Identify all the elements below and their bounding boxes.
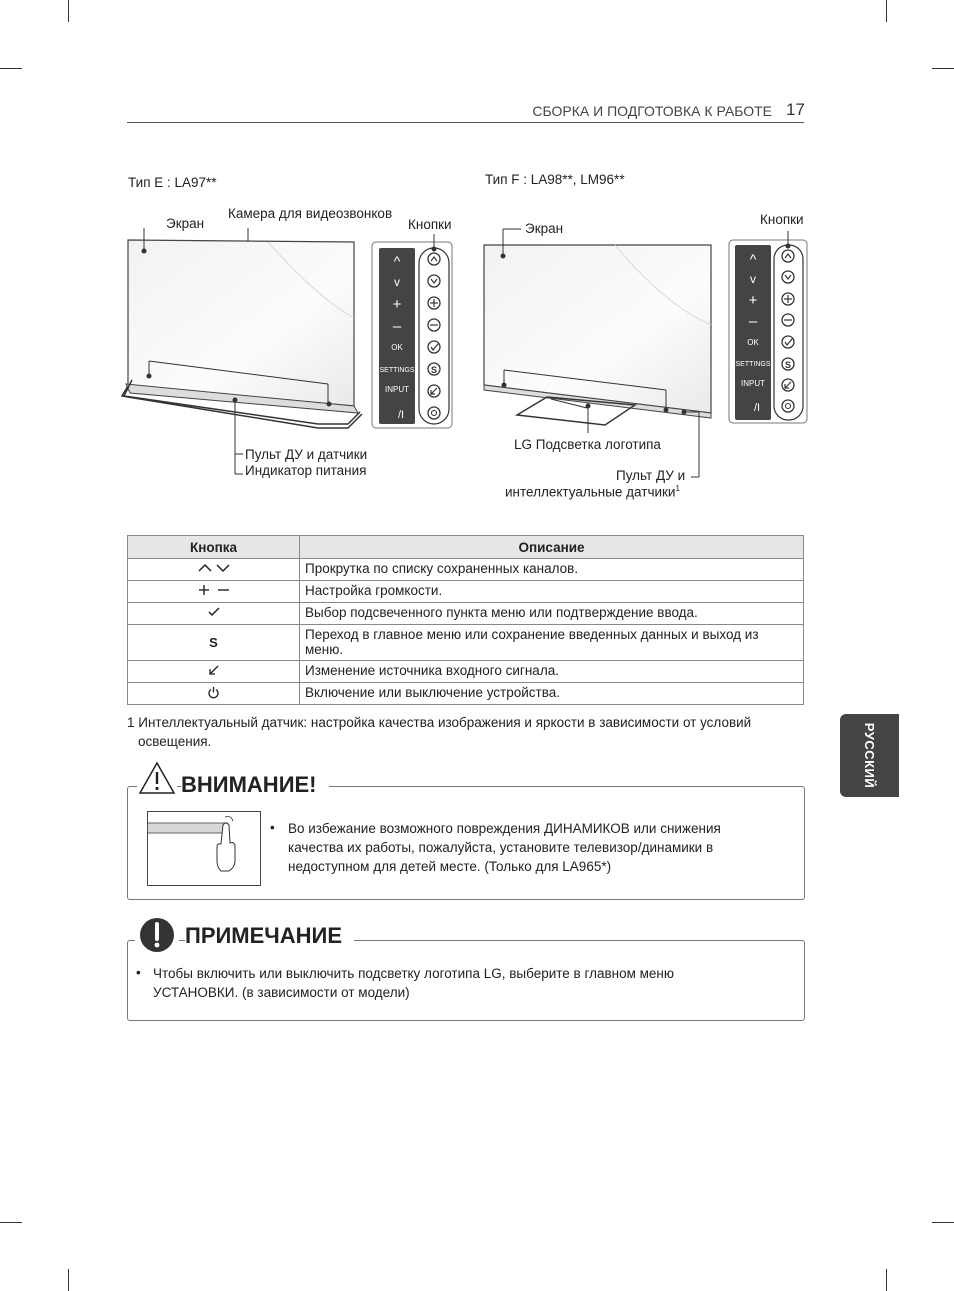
plus-minus-icon [197, 584, 231, 596]
table-cell-desc: Переход в главное меню или сохранение введенных данных и выход из меню. [300, 625, 804, 661]
f-panel-ok-label: OK [747, 338, 759, 347]
warning-triangle-icon [137, 760, 177, 796]
button-description-table [127, 535, 804, 705]
table-row [128, 625, 804, 661]
e-screen-label: Экран [166, 216, 205, 231]
table-row [128, 581, 804, 603]
table-cell-desc: Выбор подсвеченного пункта меню или подтверждение ввода. [300, 603, 804, 625]
table-cell-icon [128, 683, 300, 705]
f-panel-plus-label: + [748, 292, 758, 309]
crop-mark [886, 1269, 887, 1291]
svg-text:S: S [784, 360, 792, 370]
footnote-marker: 1 [675, 484, 680, 493]
child-hand-illustration [147, 811, 261, 886]
f-screen-label: Экран [525, 221, 564, 236]
tv-type-f-diagram [475, 225, 815, 495]
e-remote-label: Пульт ДУ и датчики [245, 447, 368, 462]
note-bullet: • [136, 965, 141, 980]
caution-text: Во избежание возможного повреждения ДИНАМИКОВ или снижения качества их работы, пожалуйста, установите телевизор/динамики в недоступном для детей месте. (Только для LA965*) [288, 821, 721, 874]
table-header-description: Описание [300, 536, 804, 559]
header-rule [127, 122, 804, 123]
table-row [128, 683, 804, 705]
table-row [128, 661, 804, 683]
f-panel-up-label: ^ [749, 251, 757, 267]
f-panel-settings-label: SETTINGS [735, 361, 771, 368]
f-panel-input-label: INPUT [741, 379, 765, 388]
table-cell-desc: Настройка громкости. [300, 581, 804, 603]
type-f-label: Тип F : LA98**, LM96** [485, 172, 625, 187]
f-logo-light-label: LG Подсветка логотипа [514, 437, 661, 452]
table-cell-icon [128, 603, 300, 625]
e-panel-settings-label: SETTINGS [379, 367, 415, 374]
e-panel-input-label: INPUT [385, 385, 409, 394]
caution-title: ВНИМАНИЕ! [181, 772, 329, 798]
e-panel-plus-label: + [392, 296, 402, 313]
table-row [128, 559, 804, 581]
table-cell-desc: Прокрутка по списку сохраненных каналов. [300, 559, 804, 581]
svg-text:S: S [430, 365, 438, 375]
table-cell-desc: Включение или выключение устройства. [300, 683, 804, 705]
f-remote-label-1: Пульт ДУ и [616, 468, 686, 483]
caution-bullet: • [270, 820, 275, 835]
crop-mark [68, 0, 69, 22]
crop-mark [932, 1222, 954, 1223]
chevron-up-down-icon [197, 562, 231, 574]
tv-type-e-diagram [118, 228, 468, 478]
e-power-indicator-label: Индикатор питания [245, 463, 367, 478]
f-panel-power-label: /I [753, 402, 761, 414]
f-panel-minus-label: – [748, 313, 758, 330]
language-tab [840, 714, 899, 797]
page-number: 17 [786, 100, 805, 119]
settings-s-icon: S [209, 635, 218, 650]
table-cell-icon [128, 581, 300, 603]
table-header-row [128, 536, 804, 559]
section-title: СБОРКА И ПОДГОТОВКА К РАБОТЕ [532, 103, 772, 119]
e-camera-label: Камера для видеозвонков [228, 206, 393, 221]
language-tab-label: РУССКИЙ [862, 722, 877, 789]
e-buttons-label: Кнопки [408, 217, 452, 232]
table-cell-icon [128, 559, 300, 581]
e-panel-down-label: v [394, 275, 400, 289]
table-row [128, 603, 804, 625]
crop-mark [932, 68, 954, 69]
note-text: Чтобы включить или выключить подсветку логотипа LG, выберите в главном меню УСТАНОВКИ. (в зависимости от модели) [153, 966, 675, 1000]
check-icon [207, 606, 221, 618]
f-remote-label-2-text: интеллектуальные датчики [505, 484, 676, 500]
e-panel-ok-label: OK [391, 343, 403, 352]
table-cell-icon [128, 661, 300, 683]
crop-mark [0, 68, 22, 69]
crop-mark [886, 0, 887, 22]
table-cell-icon [128, 625, 300, 661]
power-icon [207, 686, 220, 699]
crop-mark [0, 1222, 22, 1223]
exclamation-circle-icon [135, 915, 179, 955]
table-cell-desc: Изменение источника входного сигнала. [300, 661, 804, 683]
note-title: ПРИМЕЧАНИЕ [185, 923, 354, 949]
e-panel-minus-label: – [392, 318, 402, 335]
f-panel-down-label: v [750, 272, 756, 286]
input-arrow-icon [208, 664, 220, 676]
footnote [127, 713, 807, 751]
footnote-text: 1 Интеллектуальный датчик: настройка качества изображения и яркости в зависимости от условий освещения. [127, 715, 752, 749]
f-buttons-label: Кнопки [760, 212, 804, 227]
table-header-button: Кнопка [128, 536, 300, 559]
type-e-label: Тип E : LA97** [128, 175, 217, 190]
crop-mark [68, 1269, 69, 1291]
e-panel-up-label: ^ [393, 253, 401, 269]
caution-line [325, 785, 803, 786]
e-panel-power-label: /I [397, 409, 405, 421]
